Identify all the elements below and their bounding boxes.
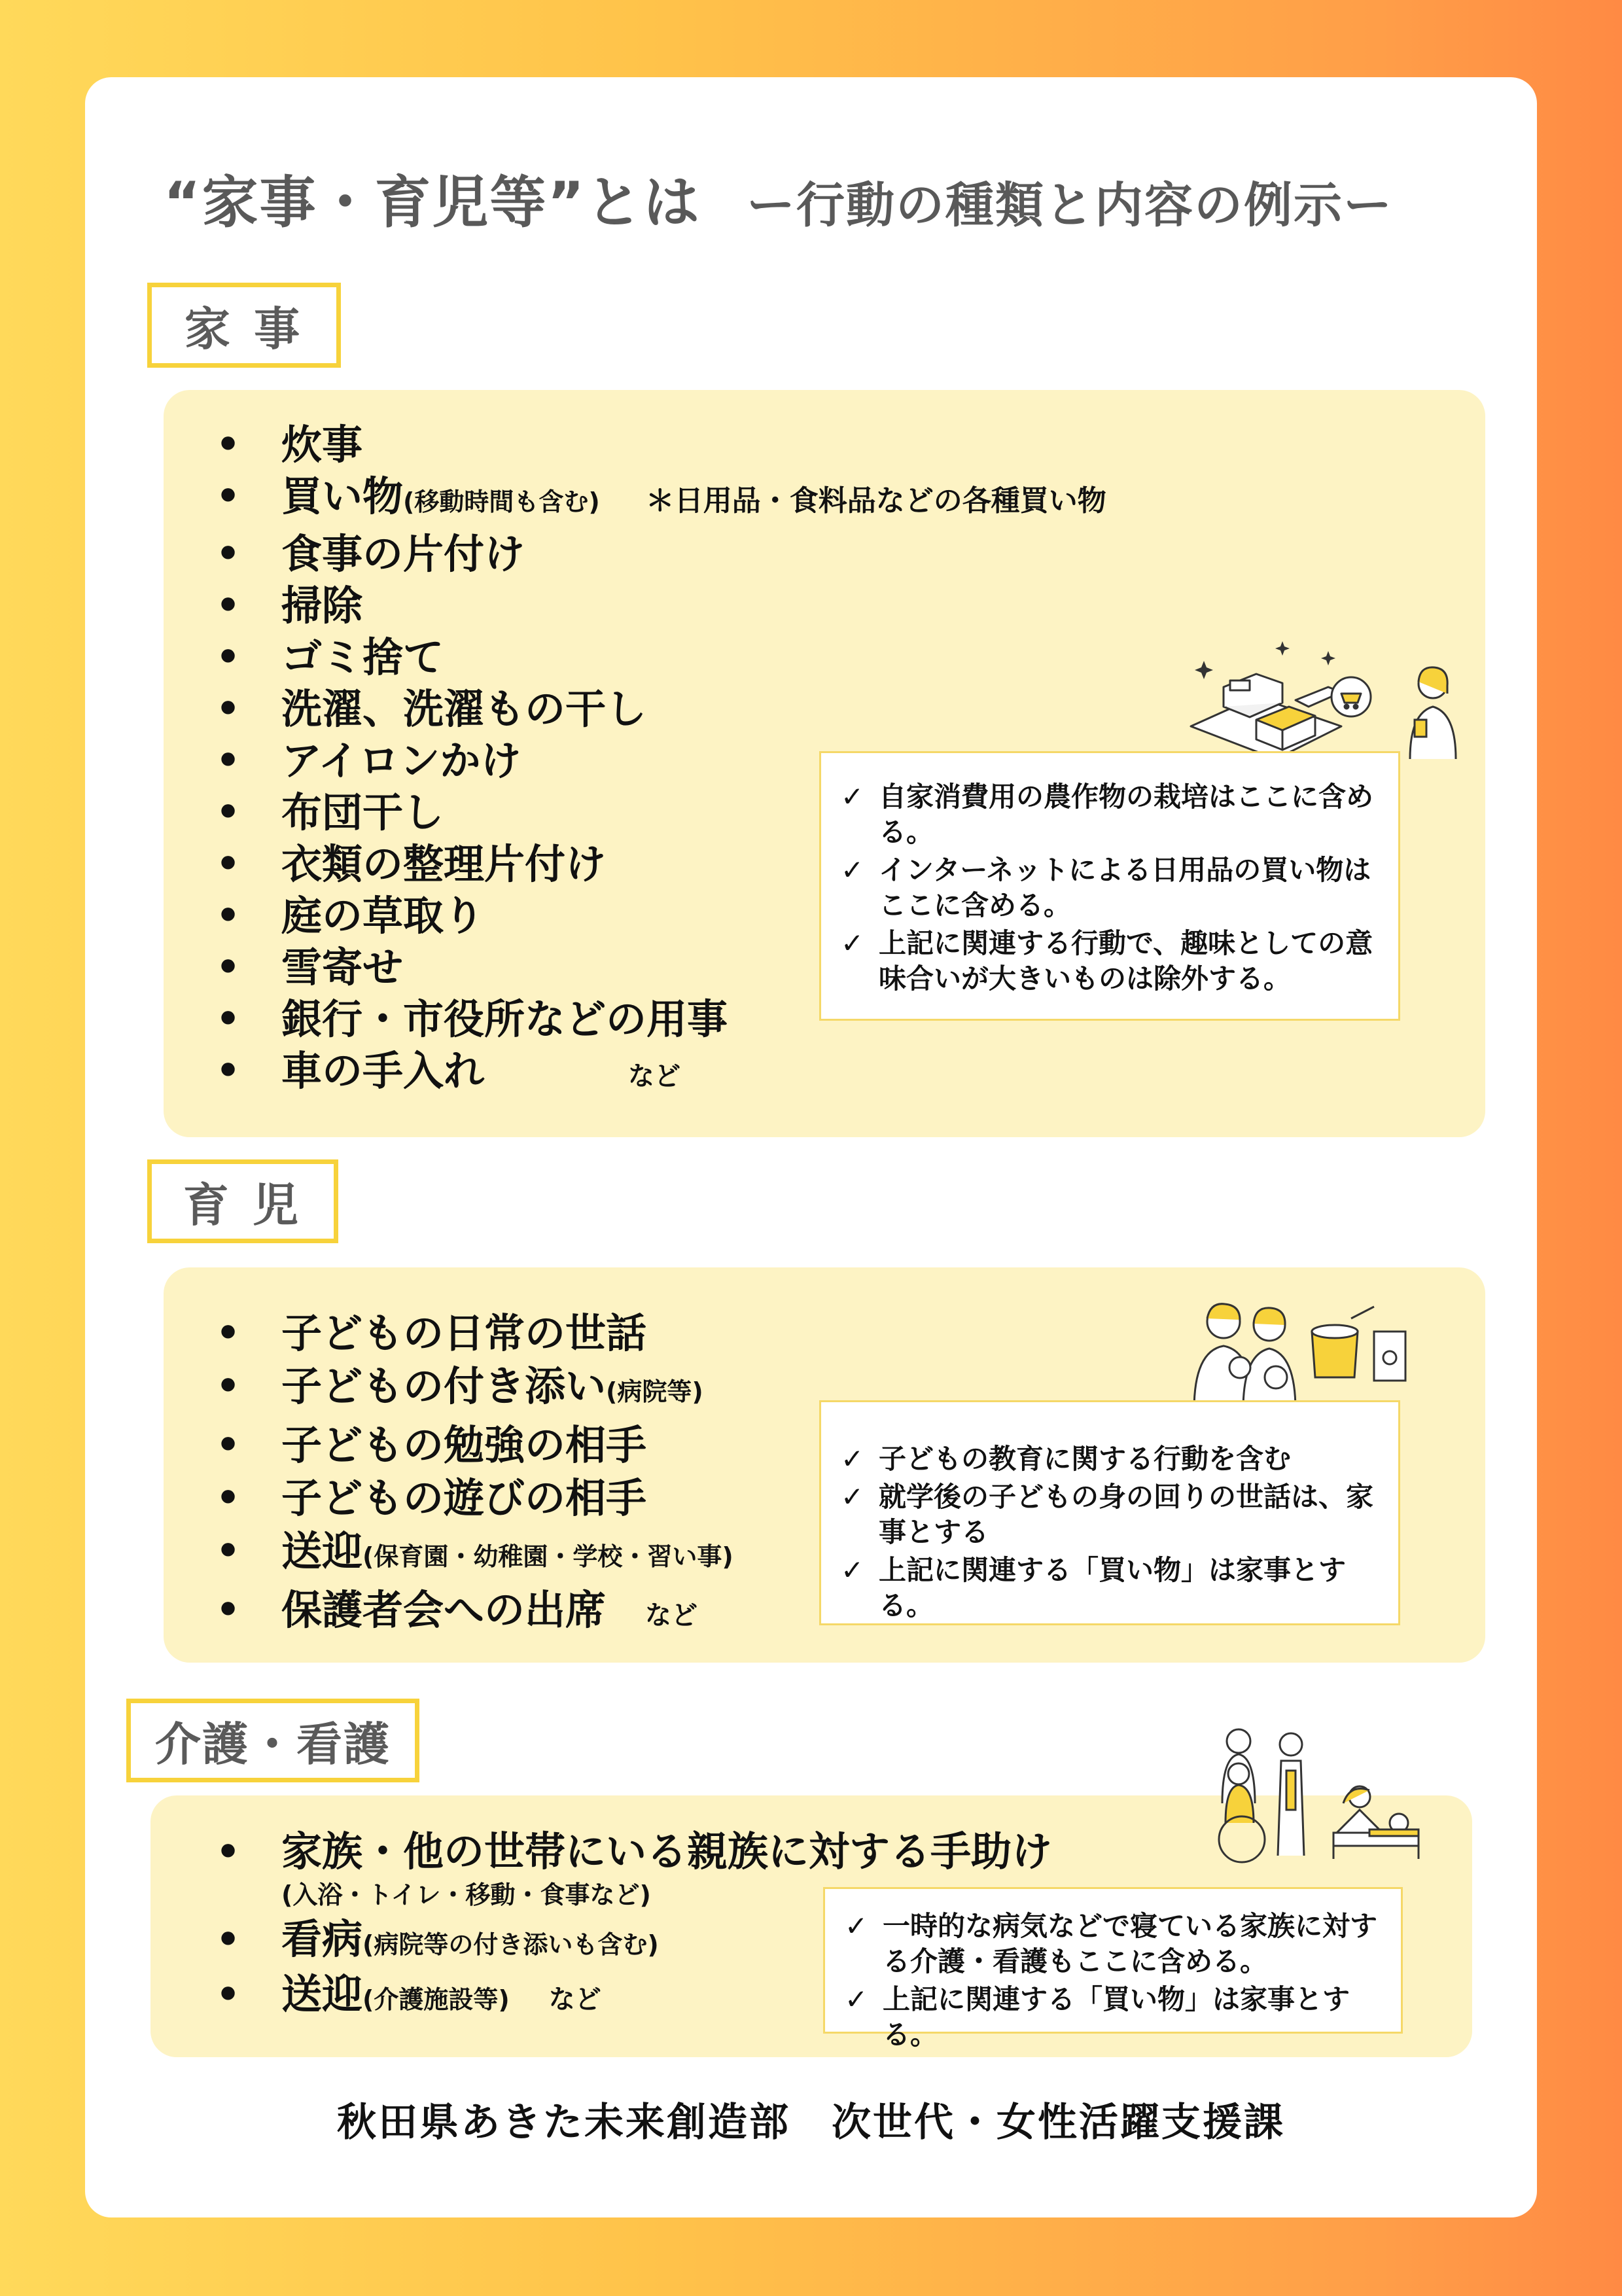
list-item: • 食事の片付け <box>216 528 1106 580</box>
etc-label: など <box>645 1600 698 1631</box>
note-item: ✓ 一時的な病気などで寝ている家族に対する介護・看護もここに含める。 <box>845 1909 1381 1979</box>
note-item: ✓ 上記に関連する「買い物」は家事とする。 <box>841 1553 1379 1623</box>
etc-label: など <box>548 1985 601 2015</box>
etc-label: など <box>628 1061 681 1091</box>
list-item: • 子どもの勉強の相手 <box>216 1419 733 1472</box>
note-item: ✓ 子どもの教育に関する行動を含む <box>841 1441 1379 1477</box>
shopping-aside: ＊日用品・食料品などの各種買い物 <box>645 484 1106 518</box>
list-item: • 送迎(介護施設等) など <box>216 1970 601 2018</box>
section-label-care: 介護・看護 <box>126 1699 419 1782</box>
list-item: • 子どもの遊びの相手 <box>216 1472 733 1525</box>
childcare-notes <box>819 1400 1400 1625</box>
list-item: • アイロンかけ <box>216 735 1106 786</box>
list-item: • 洗濯、洗濯もの干し <box>216 683 1106 735</box>
page-title <box>164 157 1393 238</box>
item-note-small: (介護施設等) <box>362 1985 510 2014</box>
care-notes <box>823 1887 1403 2051</box>
item-note-small: (病院等の付き添いも含む) <box>362 1930 659 1959</box>
list-item: • 衣類の整理片付け <box>216 838 1106 890</box>
list-item: • 家族・他の世帯にいる親族に対する手助け <box>216 1828 1053 1875</box>
childcare-list <box>216 1307 733 1642</box>
list-item: • 保護者会への出席 など <box>216 1583 733 1642</box>
item-sub-note: (入浴・トイレ・移動・食事など) <box>281 1881 651 1909</box>
housework-notes <box>819 751 1400 1021</box>
list-item: • 銀行・市役所などの用事 <box>216 993 1106 1045</box>
footer-department: 秋田県あきた未来創造部 次世代・女性活躍支援課 <box>337 2100 1285 2146</box>
section-label-housework: 家 事 <box>147 283 341 368</box>
list-item: • 掃除 <box>216 580 1106 631</box>
list-item: • 庭の草取り <box>216 890 1106 942</box>
item-note-small: (病院等) <box>606 1377 703 1406</box>
note-item: ✓ インターネットによる日用品の買い物はここに含める。 <box>841 853 1379 923</box>
care-illustration <box>1209 1725 1425 1869</box>
list-item: • 看病(病院等の付き添いも含む) <box>216 1915 659 1963</box>
title-subtitle: ー行動の種類と内容の例示ー <box>747 177 1394 234</box>
note-item: ✓ 自家消費用の農作物の栽培はここに含める。 <box>841 779 1379 850</box>
section-label-childcare: 育 児 <box>147 1159 338 1243</box>
note-item: ✓ 就学後の子どもの身の回りの世話は、家事とする <box>841 1479 1379 1550</box>
list-item: • 車の手入れ など <box>216 1045 1106 1103</box>
list-item: • 布団干し <box>216 786 1106 838</box>
list-item: • 買い物(移動時間も含む) ＊日用品・食料品などの各種買い物 <box>216 470 1106 528</box>
childcare-illustration <box>1178 1292 1413 1417</box>
note-item: ✓ 上記に関連する行動で、趣味としての意味合いが大きいものは除外する。 <box>841 926 1379 997</box>
title-main: “家事・育児等”とは <box>164 170 701 236</box>
item-note-small: (移動時間も含む) <box>403 487 600 516</box>
list-item: • 子どもの日常の世話 <box>216 1307 733 1360</box>
list-item: • 炊事 <box>216 419 1106 470</box>
list-item: • 子どもの付き添い(病院等) <box>216 1360 733 1419</box>
note-item: ✓ 上記に関連する「買い物」は家事とする。 <box>845 1982 1381 2053</box>
item-note-small: (保育園・幼稚園・学校・習い事) <box>362 1542 733 1571</box>
list-item: • 雪寄せ <box>216 942 1106 993</box>
list-item: • ゴミ捨て <box>216 631 1106 683</box>
list-item: • 送迎(保育園・幼稚園・学校・習い事) <box>216 1525 733 1583</box>
